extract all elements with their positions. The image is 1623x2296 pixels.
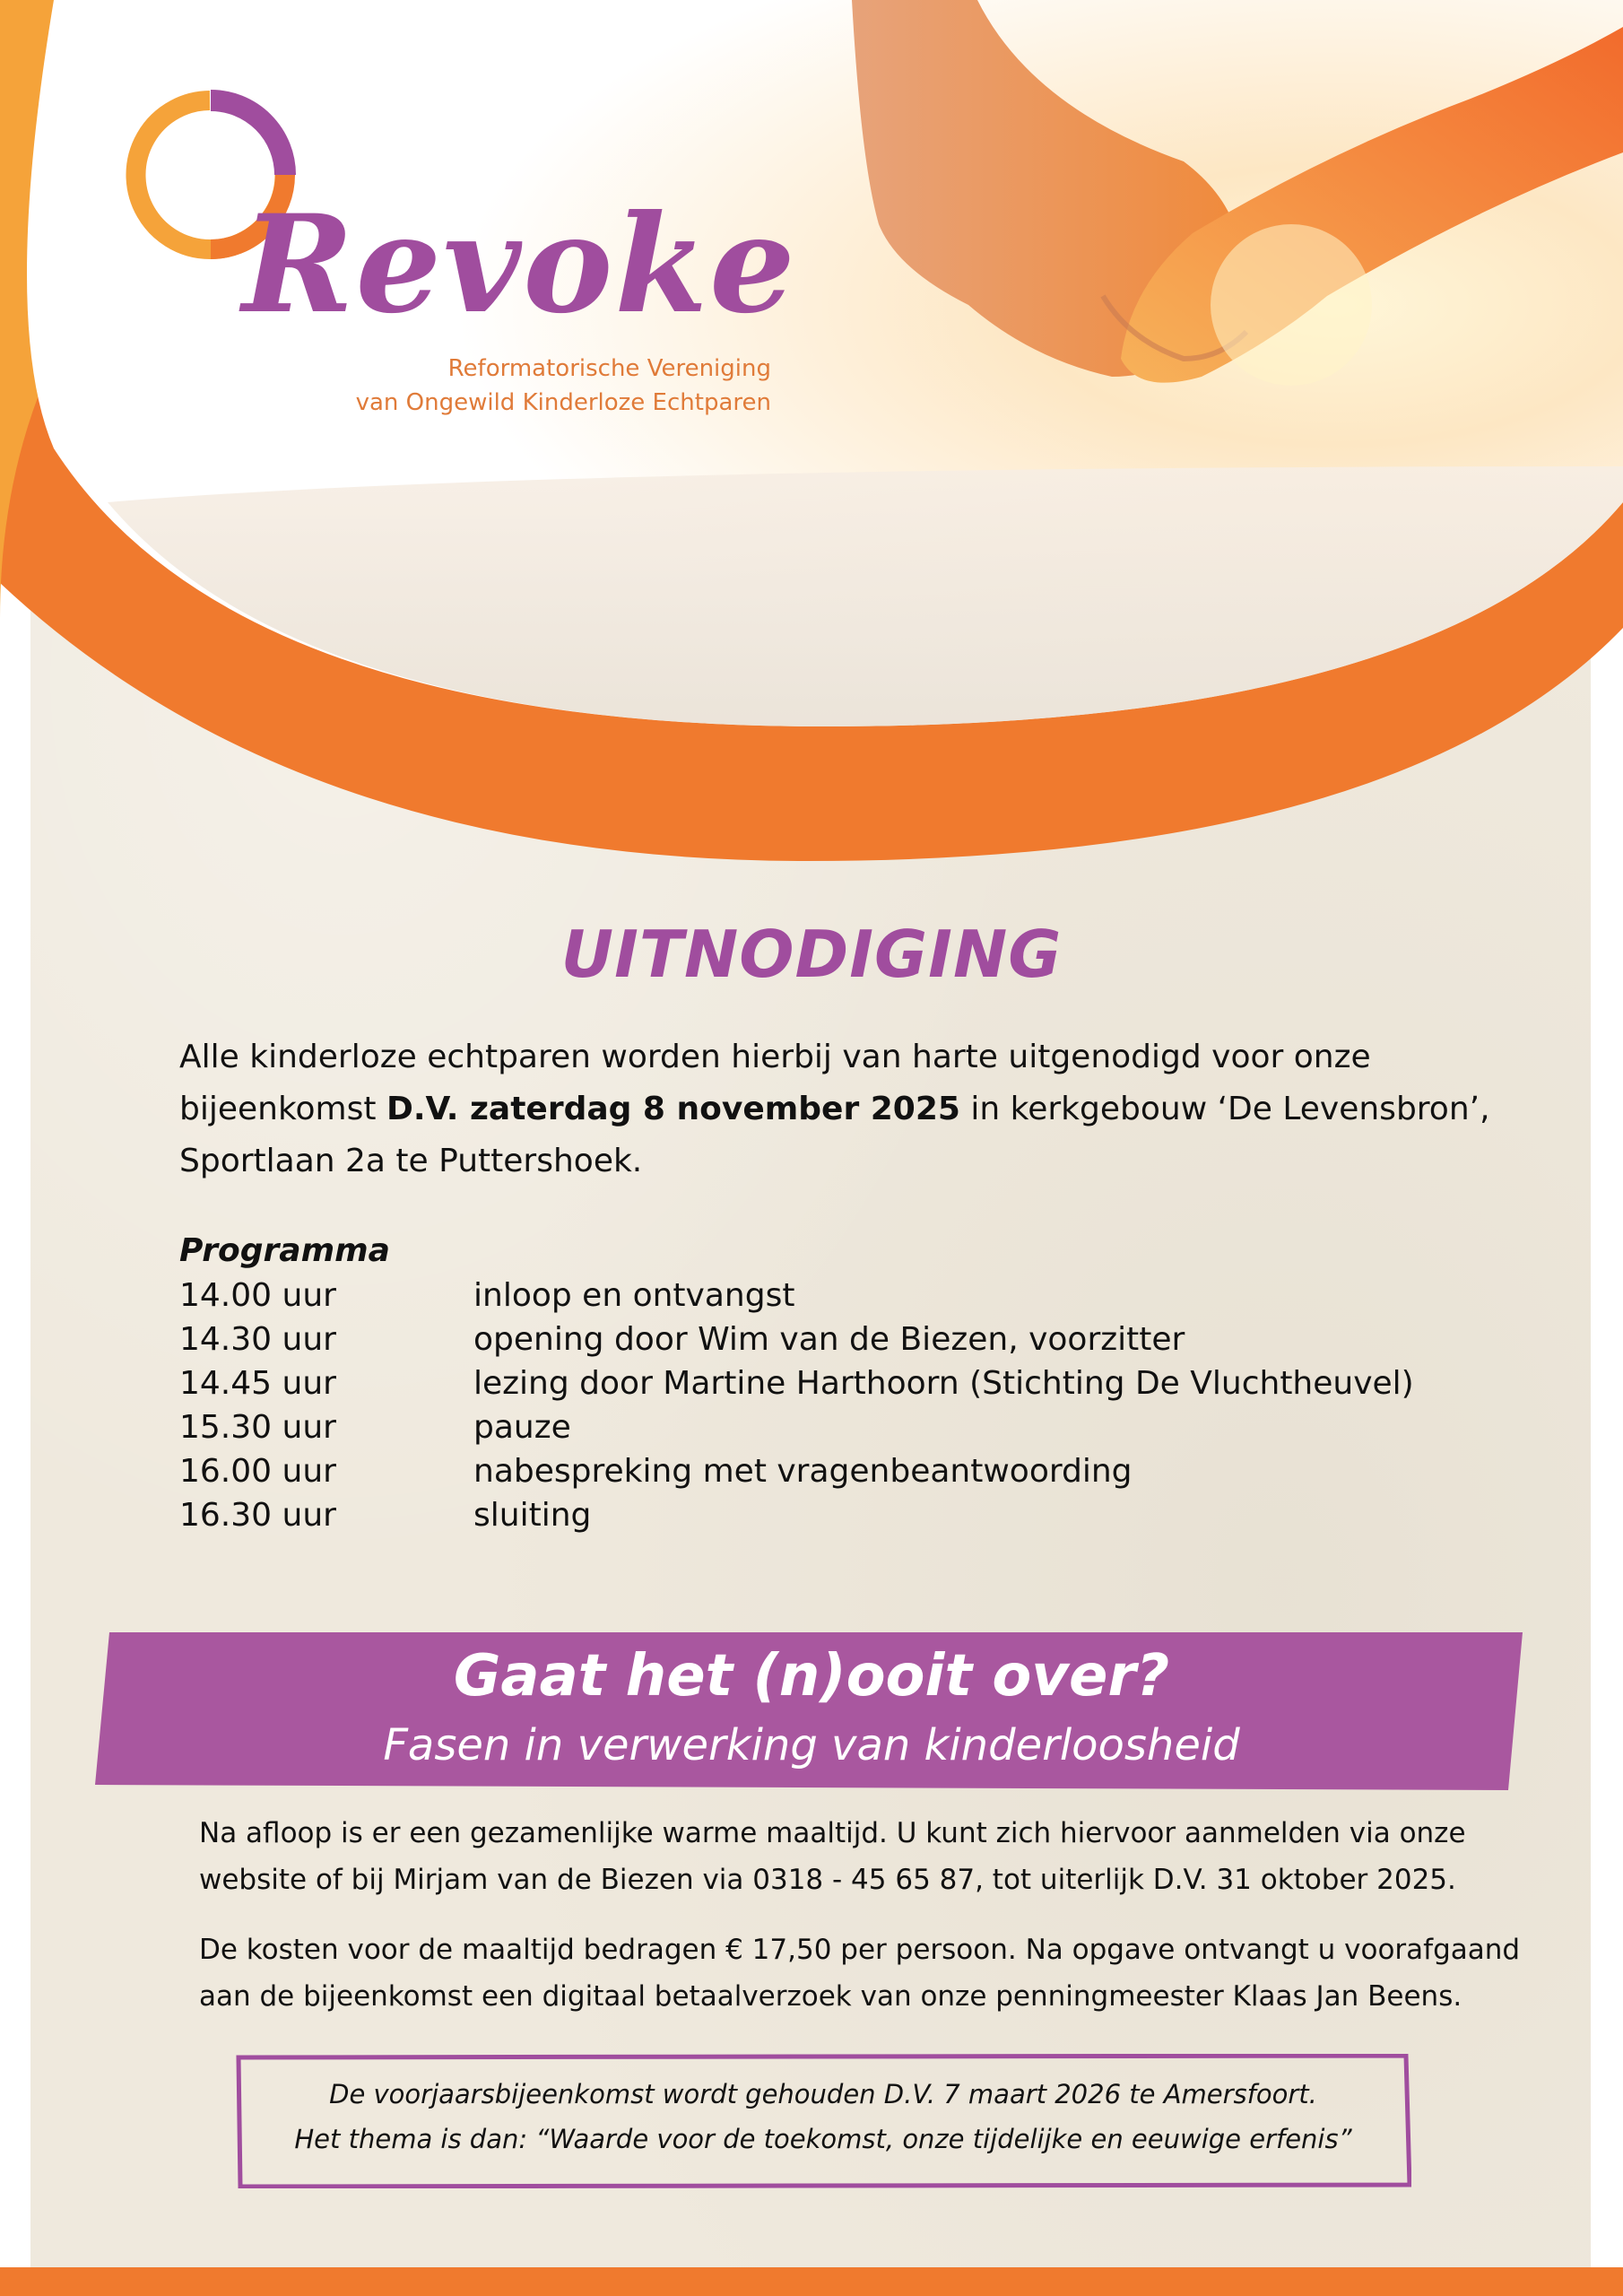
programma-time: 15.30 uur: [179, 1409, 336, 1446]
intro-line-1: Alle kinderloze echtparen worden hierbij van harte uitgenodigd voor onze: [179, 1039, 1371, 1075]
note-line-2: Het thema is dan: “Waarde voor de toekomst, onze tijdelijke en eeuwige erfenis”: [294, 2124, 1352, 2154]
programma-desc: lezing door Martine Harthoorn (Stichting De Vluchtheuvel): [473, 1365, 1414, 1402]
programma-row: [179, 1409, 1453, 1452]
programma-desc: opening door Wim van de Biezen, voorzitter: [473, 1321, 1185, 1358]
banner-title: Gaat het (n)ooit over?: [453, 1643, 1170, 1709]
programma-desc: inloop en ontvangst: [473, 1277, 795, 1314]
programma-time: 14.30 uur: [179, 1321, 336, 1358]
revoke-logo: [126, 90, 807, 448]
intro-line-2-end: in kerkgebouw ‘De Levensbron’,: [959, 1091, 1490, 1127]
programma-row: [179, 1277, 1453, 1320]
programma-time: 16.30 uur: [179, 1497, 336, 1534]
event-date: D.V. zaterdag 8 november 2025: [386, 1091, 960, 1127]
programma-row: [179, 1453, 1453, 1496]
programma-time: 16.00 uur: [179, 1453, 336, 1490]
programma-desc: pauze: [473, 1409, 571, 1446]
intro-paragraph: [179, 1031, 1497, 1187]
costs-line-2: aan de bijeenkomst een digitaal betaalverzoek van onze penningmeester Klaas Jan Beens.: [199, 1980, 1462, 2013]
programma-time: 14.00 uur: [179, 1277, 336, 1314]
logo-wordmark: Revoke: [242, 186, 797, 344]
programma-row: [179, 1321, 1453, 1364]
meal-line-1: Na afloop is er een gezamenlijke warme maaltijd. U kunt zich hiervoor aanmelden via onze: [199, 1817, 1466, 1849]
costs-paragraph: [199, 1926, 1535, 2020]
logo-tagline-2: van Ongewild Kinderloze Echtparen: [355, 389, 771, 416]
intro-line-3: Sportlaan 2a te Puttershoek.: [179, 1143, 643, 1179]
programma-row: [179, 1365, 1453, 1408]
banner-subtitle: Fasen in verwerking van kinderloosheid: [383, 1720, 1240, 1770]
page-title: UITNODIGING: [560, 917, 1063, 992]
meal-line-2: website of bij Mirjam van de Biezen via 0318 - 45 65 87, tot uiterlijk D.V. 31 oktober 2025.: [199, 1864, 1456, 1896]
programma-row: [179, 1497, 1453, 1540]
costs-line-1: De kosten voor de maaltijd bedragen € 17,50 per persoon. Na opgave ontvangt u voorafgaand: [199, 1934, 1521, 1966]
intro-line-2-start: bijeenkomst: [179, 1091, 386, 1127]
programma-time: 14.45 uur: [179, 1365, 336, 1402]
meal-paragraph: [199, 1810, 1535, 1903]
logo-tagline-1: Reformatorische Vereniging: [447, 355, 771, 382]
bottom-orange-bar: [0, 2267, 1623, 2296]
programma-heading: Programma: [179, 1232, 390, 1269]
note-box-border: [235, 2054, 1411, 2188]
programma-desc: sluiting: [473, 1497, 592, 1534]
programma-desc: nabespreking met vragenbeantwoording: [473, 1453, 1133, 1490]
note-line-1: De voorjaarsbijeenkomst wordt gehouden D.V. 7 maart 2026 te Amersfoort.: [329, 2079, 1317, 2109]
intro-line-2: [179, 1083, 1497, 1135]
